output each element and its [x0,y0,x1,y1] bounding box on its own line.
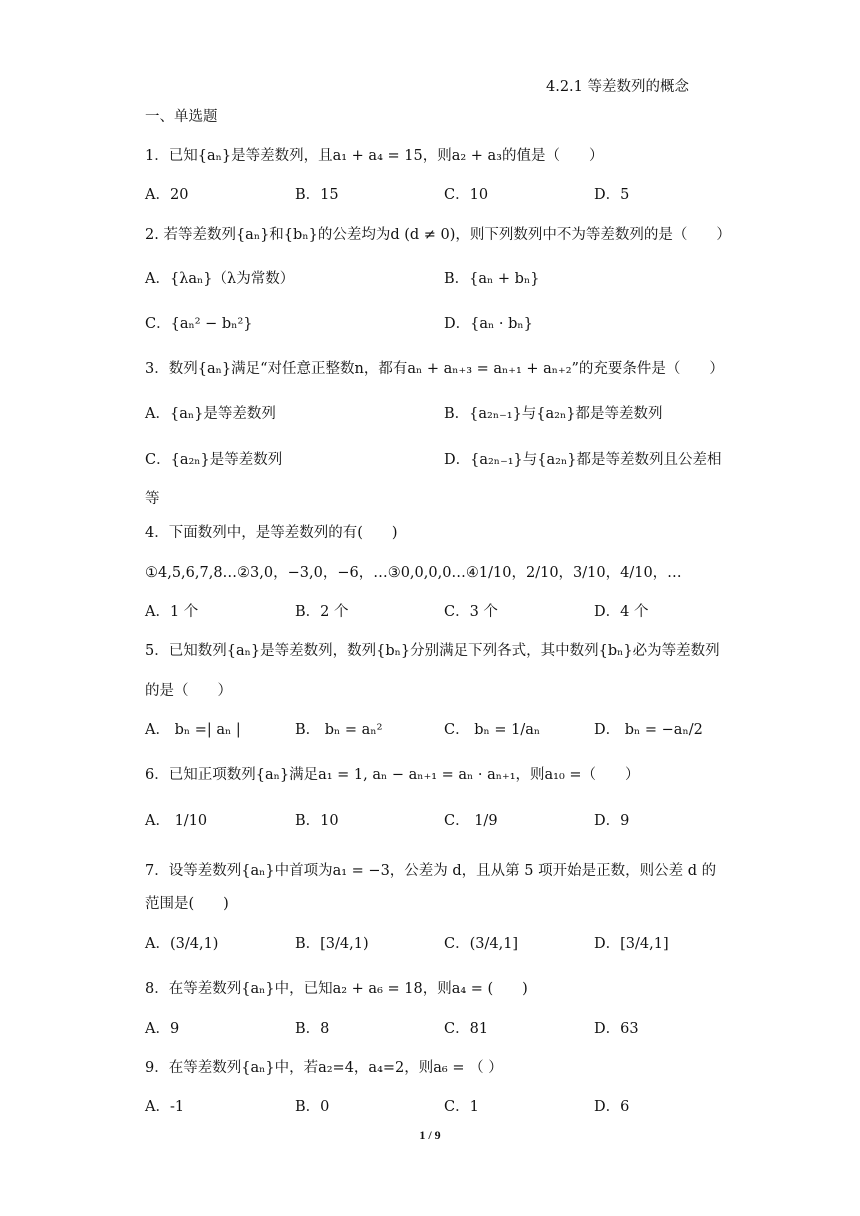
option-a: A．20 [145,187,189,203]
option-a: A． bₙ =| aₙ | [145,722,241,738]
option-d: D．4 个 [594,604,649,620]
option-c: C．3 个 [444,604,498,620]
option-a: A． 1/10 [145,813,208,829]
option-b: B．0 [295,1099,330,1115]
question-9-stem: 9．在等差数列{aₙ}中，若a₂=4，a₄=2，则a₆ = （ ） [145,1060,503,1076]
option-c: C．10 [444,187,489,203]
option-d: D．{a₂ₙ₋₁}与{a₂ₙ}都是等差数列且公差相 [444,452,722,468]
option-d: D．6 [594,1099,630,1115]
question-7-continuation: 范围是( ) [145,896,229,912]
option-d: D．{aₙ · bₙ} [444,316,533,332]
question-4-stem: 4．下面数列中，是等差数列的有( ) [145,525,398,541]
option-a: A．{aₙ}是等差数列 [145,406,276,422]
option-a: A．-1 [145,1099,185,1115]
question-8-stem: 8．在等差数列{aₙ}中，已知a₂ + a₆ = 18，则a₄ = ( ) [145,981,528,997]
option-d: D．[3/4,1] [594,936,669,952]
option-b: B．8 [295,1021,330,1037]
option-d: D．9 [594,813,630,829]
question-2-stem: 2. 若等差数列{aₙ}和{bₙ}的公差均为d (d ≠ 0)，则下列数列中不为等差数列的是（ ） [145,227,731,243]
option-b: B．{a₂ₙ₋₁}与{a₂ₙ}都是等差数列 [444,406,663,422]
question-6-stem: 6．已知正项数列{aₙ}满足a₁ = 1, aₙ − aₙ₊₁ = aₙ · aₙ₊₁，则a₁₀ =（ ） [145,767,640,783]
option-c: C．{aₙ² − bₙ²} [145,316,253,332]
option-a: A．1 个 [145,604,199,620]
option-a: A．9 [145,1021,180,1037]
question-4-sequences: ①4,5,6,7,8…②3,0，−3,0，−6，…③0,0,0,0…④1/10，2/10，3/10，4/10，… [145,565,682,581]
question-7-stem: 7．设等差数列{aₙ}中首项为a₁ = −3，公差为 d，且从第 5 项开始是正数，则公差 d 的 [145,863,717,879]
option-c: C． 1/9 [444,813,498,829]
question-1-stem: 1．已知{aₙ}是等差数列，且a₁ + a₄ = 15，则a₂ + a₃的值是（ ） [145,148,604,164]
option-c: C．1 [444,1099,479,1115]
document-title: 4.2.1 等差数列的概念 [546,79,690,95]
option-c: C．(3/4,1] [444,936,519,952]
option-b: B．10 [295,813,339,829]
question-5-stem: 5．已知数列{aₙ}是等差数列，数列{bₙ}分别满足下列各式，其中数列{bₙ}必为等差数列 [145,643,720,659]
question-3-stem: 3．数列{aₙ}满足“对任意正整数n，都有aₙ + aₙ₊₃ = aₙ₊₁ + aₙ₊₂”的充要条件是（ ） [145,361,724,377]
question-3-continuation: 等 [145,491,160,507]
option-a: A．(3/4,1) [145,936,219,952]
option-b: B．{aₙ + bₙ} [444,271,540,287]
option-c: C． bₙ = 1/aₙ [444,722,541,738]
section-heading: 一、单选题 [145,109,218,125]
question-5-continuation: 的是（ ） [145,683,232,699]
option-b: B．[3/4,1) [295,936,369,952]
page-number: 1 / 9 [419,1128,441,1142]
option-d: D．5 [594,187,630,203]
option-d: D．63 [594,1021,639,1037]
option-b: B．15 [295,187,339,203]
option-b: B．2 个 [295,604,349,620]
option-b: B． bₙ = aₙ² [295,722,383,738]
option-c: C．81 [444,1021,489,1037]
option-c: C．{a₂ₙ}是等差数列 [145,452,283,468]
option-a: A．{λaₙ}（λ为常数） [145,271,295,287]
option-d: D． bₙ = −aₙ/2 [594,722,703,738]
